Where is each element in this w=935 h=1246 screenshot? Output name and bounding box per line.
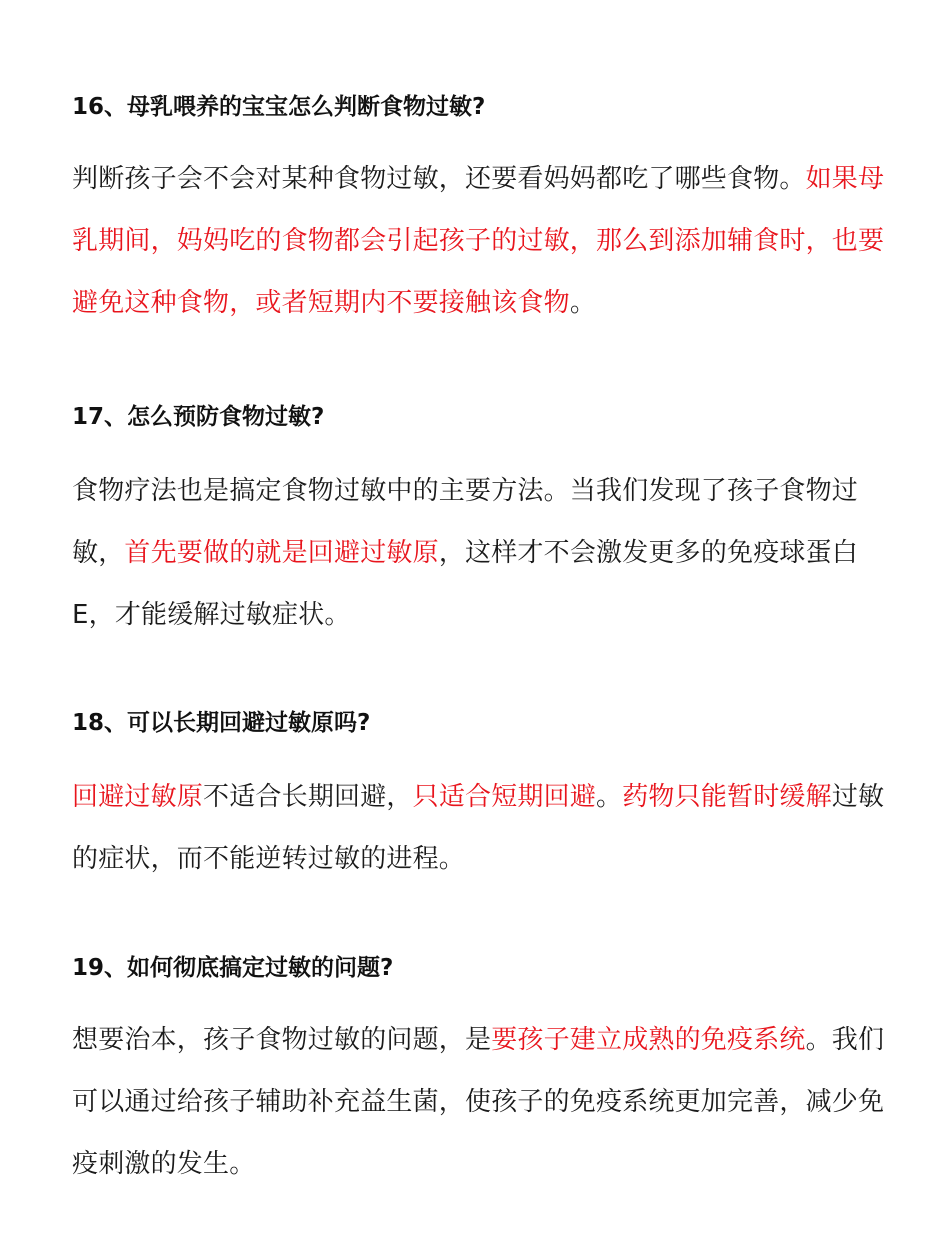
answer-highlight: 只适合短期回避	[412, 782, 597, 812]
question-title: 17、怎么预防食物过敏?	[72, 404, 325, 430]
answer-highlight: 首先要做的就是回避过敏原	[124, 538, 439, 568]
answer-text: 想要治本，孩子食物过敏的问题，是	[72, 1025, 492, 1055]
answer-text: ，这样才不会激发更多的免疫球蛋白E，才能缓解过敏症状。	[72, 538, 859, 630]
answer-paragraph	[72, 766, 892, 890]
question-title: 19、如何彻底搞定过敏的问题?	[72, 955, 394, 981]
answer-paragraph	[72, 148, 892, 334]
answer-paragraph	[72, 1009, 892, 1195]
answer-text: 过敏的症状，而不能逆转过敏的进程。	[72, 782, 885, 874]
answer-highlight: 药物只能暂时缓解	[622, 782, 832, 812]
faq-section-17	[72, 402, 892, 646]
answer-highlight: 如果母乳期间，妈妈吃的食物都会引起孩子的过敏，那么到添加辅食时，也要避免这种食物，或者短期内不要接触该食物	[72, 164, 885, 318]
question-title: 16、母乳喂养的宝宝怎么判断食物过敏?	[72, 94, 486, 120]
answer-paragraph	[72, 460, 892, 646]
faq-section-18	[72, 708, 892, 890]
answer-text: 食物疗法也是搞定食物过敏中的主要方法。当我们发现了孩子食物过敏，	[72, 476, 859, 568]
answer-text: 。	[569, 288, 597, 318]
answer-text: 不适合长期回避，	[203, 782, 413, 812]
faq-section-19	[72, 953, 892, 1195]
answer-text: 。	[596, 782, 623, 812]
answer-text: 。我们可以通过给孩子辅助补充益生菌，使孩子的免疫系统更加完善，减少免疫刺激的发生。	[72, 1025, 885, 1179]
faq-section-16	[72, 92, 892, 334]
answer-text: 判断孩子会不会对某种食物过敏，还要看妈妈都吃了哪些食物。	[72, 164, 806, 194]
question-title: 18、可以长期回避过敏原吗?	[72, 710, 371, 736]
answer-highlight: 要孩子建立成熟的免疫系统	[491, 1025, 806, 1055]
answer-highlight: 回避过敏原	[72, 782, 204, 812]
